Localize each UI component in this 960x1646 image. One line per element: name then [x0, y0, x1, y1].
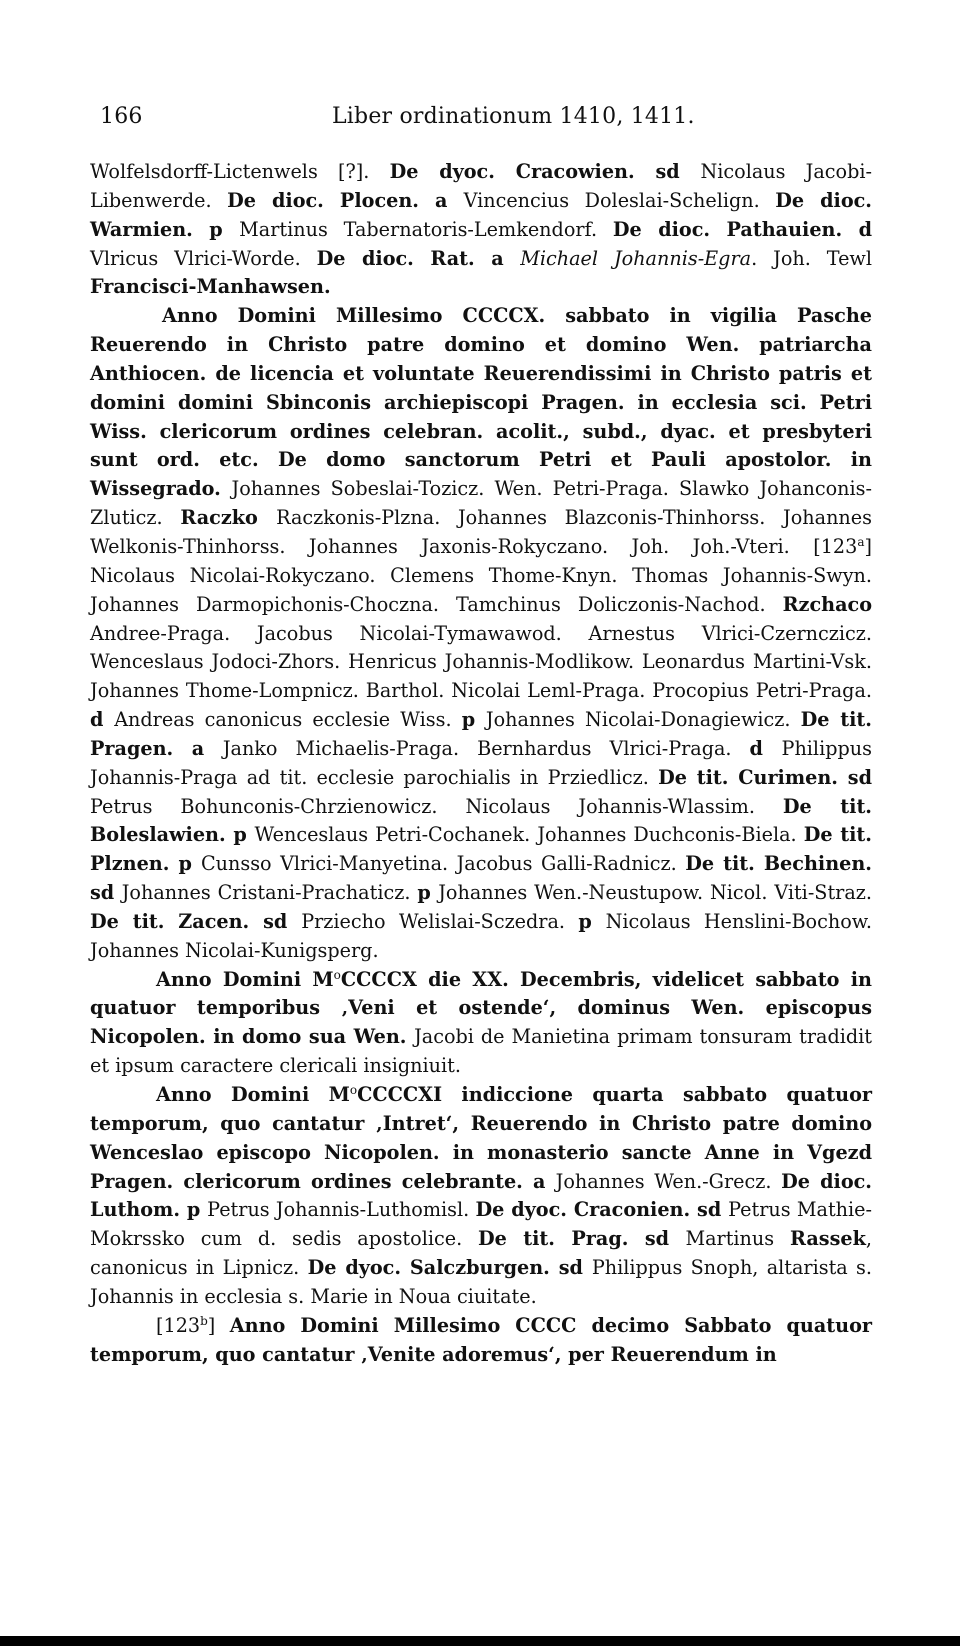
bold-name: Francisci-Manhawsen.: [90, 275, 331, 299]
italic-name: Michael Johannis-Egra: [520, 246, 752, 270]
text-run: , canonicus in Lipnicz.: [90, 1227, 872, 1280]
bold-name: Raczko: [180, 506, 277, 530]
folio-reference: ]: [207, 1313, 230, 1337]
ordination-grade: a: [533, 1169, 556, 1193]
text-run: . Joh. Tewl: [751, 246, 872, 270]
ordination-grade: sd: [644, 1227, 686, 1251]
ordination-grade: sd: [90, 881, 122, 905]
text-run: Andreas canonicus ecclesie Wiss.: [114, 708, 462, 732]
section-heading: Anno Domini Millesimo CCCC decimo Sabbato quatuor temporum, quo cantatur ‚Venite adoremus‘, per Reuerendum in: [90, 1313, 872, 1366]
ordination-grade: a: [491, 246, 521, 270]
ordination-grade: sd: [697, 1198, 729, 1222]
text-run: Janko Michaelis-Praga. Bernhardus Vlrici-Praga.: [222, 736, 750, 760]
text-run: Johannes Wen.-Neustupow. Nicol. Viti-Straz.: [438, 881, 872, 905]
text-run: Martinus: [685, 1227, 790, 1251]
text-run: Philippus Johannis-Praga ad tit. ecclesie parochialis in Prziedlicz.: [90, 736, 872, 789]
running-title: Liber ordinationum 1410, 1411.: [332, 104, 695, 129]
diocese-heading: De dioc. Warmien.: [90, 188, 872, 241]
ordination-grade: a: [435, 188, 464, 212]
section-heading: Anno Domini M: [156, 1083, 350, 1106]
ordination-grade: sd: [655, 160, 701, 183]
folio-marker: a: [857, 534, 865, 549]
ordination-grade: p: [417, 881, 439, 905]
page-number: 166: [100, 104, 143, 129]
text-run: Petrus Bohunconis-Chrzienowicz. Nicolaus Johannis-Wlassim.: [90, 794, 783, 818]
title-heading: De tit. Prag.: [478, 1227, 645, 1251]
page-body: [90, 158, 872, 1369]
ordination-grade: a: [191, 736, 223, 760]
diocese-heading: De dyoc.: [389, 160, 516, 183]
title-heading: De tit. Pragen.: [90, 708, 872, 760]
diocese-heading: De dyoc. Craconien.: [475, 1198, 698, 1222]
text-run: Raczkonis-Plzna. Johannes Blazconis-Thinhorss. Johannes Welkonis-Thinhorss. Johannes Jaxonis-Rokyczano. Joh. Joh.-Vteri. [123: [90, 506, 872, 558]
folio-marker: b: [200, 1313, 208, 1328]
diocese-heading: De dioc. Pathauien.: [612, 217, 859, 241]
text-run: Jacobi de Manietina primam tonsuram tradidit et ipsum caractere clericali insigniuit.: [90, 1025, 872, 1078]
text-run: ] Nicolaus Nicolai-Rokyczano. Clemens Thome-Knyn. Thomas Johannis-Swyn. Johannes Darmopichonis-Choczna. Tamchinus Doliczonis-Nachod.: [90, 534, 872, 616]
title-heading: De tit. Bechinen.: [685, 852, 872, 876]
paragraph-2: [90, 302, 872, 965]
text-run: Wenceslaus Petri-Cochanek. Johannes Duchconis-Biela.: [254, 823, 804, 847]
bold-name: Rassek: [789, 1227, 866, 1251]
diocese-heading: Cracowien.: [515, 160, 656, 183]
ordination-grade: p: [178, 852, 201, 876]
ordination-grade: p: [209, 217, 240, 241]
scan-bottom-edge: [0, 1636, 960, 1646]
text-run: Cunsso Vlrici-Manyetina. Jacobus Galli-Radnicz.: [200, 852, 686, 876]
page-header: [100, 96, 860, 136]
diocese-heading: De dioc. Luthom.: [90, 1169, 872, 1222]
diocese-heading: De dyoc. Salczburgen.: [307, 1256, 559, 1280]
text-run: Petrus Mathie-Mokrssko cum d. sedis apostolice.: [90, 1198, 873, 1251]
title-heading: De tit. Boleslawien.: [90, 794, 872, 847]
paragraph-5: [90, 1312, 872, 1370]
ordination-grade: d: [858, 217, 873, 241]
diocese-heading: De dioc. Rat.: [316, 246, 492, 270]
title-heading: De tit. Curimen.: [658, 765, 848, 789]
text-run: Petrus Johannis-Luthomisl.: [207, 1198, 476, 1222]
text-run: Martinus Tabernatoris-Lemkendorf.: [239, 217, 613, 241]
text-run: Andree-Praga. Jacobus Nicolai-Tymawawod. Arnestus Vlrici-Czernczicz. Wenceslaus Jodoci-Zhors. Henricus Johannis-Modlikow. Leonardus Martini-Vsk. Johannes Thome-Lompnicz. Barthol. Nicolai Leml-Praga. Procopius Petri-Praga.: [90, 621, 872, 703]
ordinal-marker: o: [349, 1083, 358, 1097]
text-run: Johannes Sobeslai-Tozicz. Wen. Petri-Praga. Slawko Johanconis-Zluticz.: [90, 477, 872, 530]
title-heading: De tit. Plznen.: [90, 823, 872, 876]
paragraph-1: [90, 158, 872, 302]
text-run: Nicolaus Jacobi-Libenwerde.: [90, 160, 873, 212]
ordination-grade: p: [578, 909, 606, 933]
ordination-grade: p: [461, 708, 486, 732]
paragraph-3: [90, 966, 872, 1081]
ordinal-marker: o: [333, 967, 341, 982]
ordination-grade: d: [90, 708, 115, 732]
text-run: Prziecho Welislai-Sczedra.: [301, 909, 579, 933]
ordination-grade: d: [749, 736, 782, 760]
text-run: Vlricus Vlrici-Worde.: [90, 246, 317, 270]
text-run: Johannes Wen.-Grecz.: [555, 1169, 782, 1193]
section-heading: Anno Domini Millesimo CCCCX. sabbato in vigilia Pasche Reuerendo in Christo patre domino et domino Wen. patriarcha Anthiocen. de licencia et voluntate Reuerendissimi in Christo patris et domini domini Sbinconis archiepiscopi Pragen. in ecclesia sci. Petri Wiss. clericorum ordines celebran. acolit., subd., dyac. et presbyteri sunt ord. etc. De domo sanctorum Petri et Pauli apostolor. in Wissegrado.: [90, 304, 872, 501]
section-heading: CCCCX die XX. Decembris, videlicet sabbato in quatuor temporibus ‚Veni et ostende‘, dominus Wen. episcopus Nicopolen. in domo sua Wen.: [90, 967, 872, 1049]
paragraph-4: [90, 1081, 872, 1312]
text-run: Philippus Snoph, altarista s. Johannis in ecclesia s. Marie in Noua ciuitate.: [90, 1256, 872, 1308]
text-run: Nicolaus Henslini-Bochow. Johannes Nicolai-Kunigsperg.: [90, 909, 872, 962]
ordination-grade: p: [186, 1198, 208, 1222]
text-run: Vincencius Doleslai-Schelign.: [463, 188, 776, 212]
diocese-heading: De dioc. Plocen.: [227, 188, 436, 212]
title-heading: De tit. Zacen.: [90, 909, 264, 933]
folio-reference: [123: [156, 1313, 201, 1337]
bold-name: Rzchaco: [782, 592, 872, 616]
ordination-grade: sd: [263, 909, 302, 933]
ordination-grade: p: [233, 823, 255, 847]
text-run: Johannes Cristani-Prachaticz.: [121, 881, 418, 905]
text-run: Wolfelsdorff-Lictenwels [?].: [90, 160, 390, 183]
section-heading: Anno Domini M: [156, 967, 334, 991]
section-heading: CCCCXI indiccione quarta sabbato quatuor temporum, quo cantatur ‚Intret‘, Reuerendo in Christo patre domino Wenceslao episcopo Nicopolen. in monasterio sancte Anne in Vgezd Pragen. clericorum ordines celebrante.: [90, 1083, 873, 1193]
ordination-grade: sd: [558, 1256, 592, 1280]
text-run: Johannes Nicolai-Donagiewicz.: [485, 708, 801, 732]
ordination-grade: sd: [847, 765, 873, 789]
